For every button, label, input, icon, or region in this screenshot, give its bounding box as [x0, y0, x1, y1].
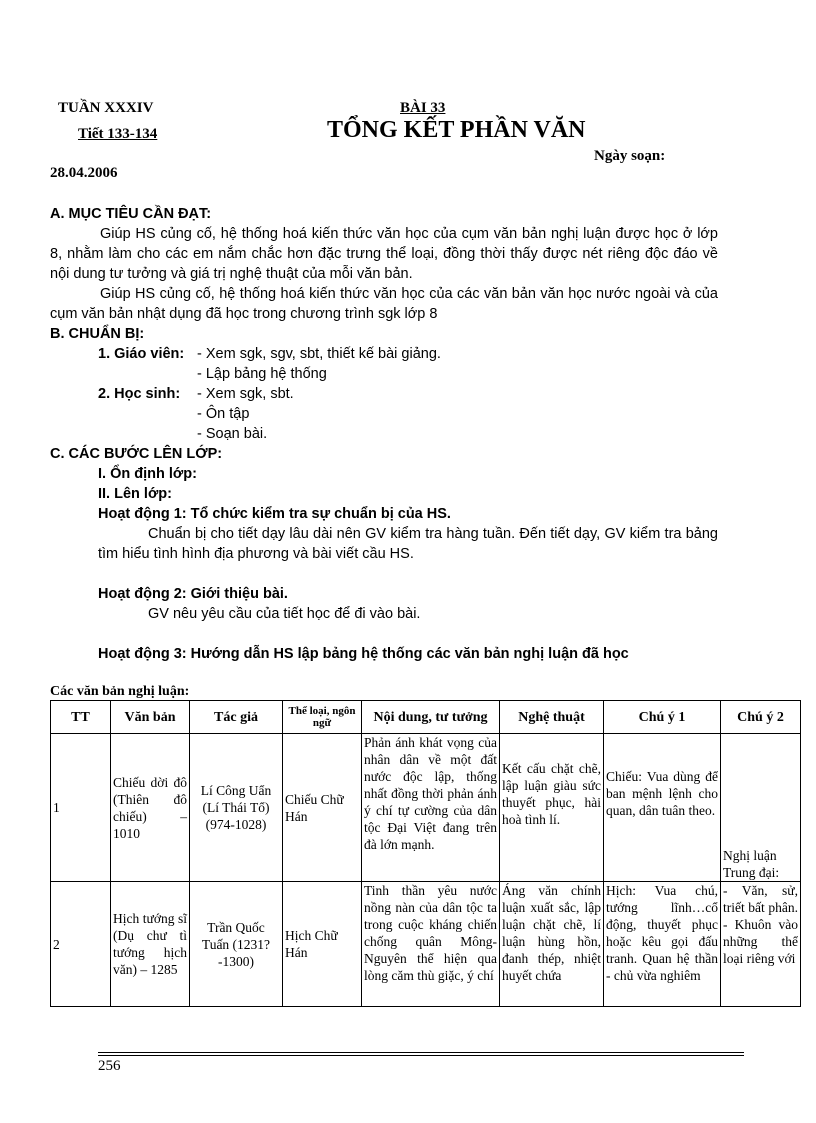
activity-2-text: GV nêu yêu cầu của tiết học để đi vào bài.: [148, 606, 421, 622]
week-label: TUẦN XXXIV: [58, 100, 154, 116]
footer-rule: [98, 1052, 744, 1053]
work-title: Chiếu dời đô (Thiên đô chiếu) – 1010: [111, 734, 190, 882]
activity-3-title: Hoạt động 3: Hướng dẫn HS lập bảng hệ thống các văn bản nghị luận đã học: [98, 646, 629, 662]
note-1: Chiếu: Vua dùng để ban mệnh lệnh cho quan, dân tuân theo.: [604, 734, 721, 882]
activity-2-title: Hoạt động 2: Giới thiệu bài.: [98, 586, 288, 602]
student-label: 2. Học sinh:: [98, 386, 181, 402]
section-a-para2: Giúp HS củng cố, hệ thống hoá kiến thức văn học của các văn bản văn học nước ngoài và của cụm văn bản nhật dụng đã học trong chương trình sgk lớp 8: [50, 286, 718, 322]
section-b-heading: B. CHUẨN BỊ:: [50, 326, 145, 342]
section-c-heading: C. CÁC BƯỚC LÊN LỚP:: [50, 446, 223, 462]
date-label: Ngày soạn:: [594, 148, 666, 164]
column-header: Nội dung, tư tưởng: [362, 701, 500, 734]
genre: Hịch Chữ Hán: [283, 882, 362, 1007]
step-1: I. Ổn định lớp:: [98, 466, 197, 482]
table-header-row: [51, 701, 801, 734]
author: Lí Công Uẩn (Lí Thái Tổ) (974-1028): [190, 734, 283, 882]
teacher-label: 1. Giáo viên:: [98, 346, 185, 362]
content: Tinh thần yêu nước nồng nàn của dân tộc ta trong cuộc kháng chiến chống quân Mông-Nguyên thể hiện qua lòng căm thù giặc, ý chí: [362, 882, 500, 1007]
table-caption: Các văn bản nghị luận:: [50, 684, 190, 699]
work-title: Hịch tướng sĩ (Dụ chư tì tướng hịch văn) – 1285: [111, 882, 190, 1007]
content: Phản ánh khát vọng của nhân dân về một đất nước độc lập, thống nhất đồng thời phản ánh ý chí tự cường của dân tộc Đại Việt đang trên đà lớn mạnh.: [362, 734, 500, 882]
period-label: Tiết 133-134: [78, 126, 158, 142]
note-1: Hịch: Vua chú, tướng lĩnh…cổ động, thuyết phục hoặc kêu gọi đấu tranh. Quan hệ thần - chủ vừa nghiêm: [604, 882, 721, 1007]
teacher-item: - Xem sgk, sgv, sbt, thiết kế bài giảng.: [197, 346, 441, 362]
column-header: Nghệ thuật: [500, 701, 604, 734]
column-header: Tác giả: [190, 701, 283, 734]
essay-summary-table: [50, 700, 801, 1007]
section-a-para1: Giúp HS củng cố, hệ thống hoá kiến thức văn học của cụm văn bản nghị luận được học ở lớp 8, nhằm làm cho các em nắm chắc hơn đặc trưng thể loại, đồng thời thấy được nét riêng độc đáo về nội dung tư tưởng và giá trị nghệ thuật của mỗi văn bản.: [50, 226, 718, 282]
column-header: Chú ý 1: [604, 701, 721, 734]
note-2: - Văn, sử, triết bất phân. - Khuôn vào những thể loại riêng với: [721, 882, 801, 1007]
activity-1-title: Hoạt động 1: Tổ chức kiểm tra sự chuẩn bị của HS.: [98, 506, 451, 522]
column-header: Thể loại, ngôn ngữ: [283, 701, 362, 734]
row-number: 2: [51, 882, 111, 1007]
student-item: - Xem sgk, sbt.: [197, 386, 294, 402]
column-header: TT: [51, 701, 111, 734]
art: Áng văn chính luận xuất sắc, lập luận chặt chẽ, lí luận hùng hồn, đanh thép, nhiệt huyết chứa: [500, 882, 604, 1007]
page-number: 256: [98, 1058, 121, 1074]
table-row: [51, 882, 801, 1007]
student-item: - Soạn bài.: [197, 426, 268, 442]
activity-1-text: Chuẩn bị cho tiết dạy lâu dài nên GV kiểm tra hàng tuần. Đến tiết dạy, GV kiểm tra bảng tìm hiểu tình hình địa phương và bài viết cầu HS.: [98, 526, 718, 562]
author: Trần Quốc Tuấn (1231?-1300): [190, 882, 283, 1007]
genre: Chiếu Chữ Hán: [283, 734, 362, 882]
teacher-item: - Lập bảng hệ thống: [197, 366, 327, 382]
step-2: II. Lên lớp:: [98, 486, 172, 502]
section-a-heading: A. MỤC TIÊU CẦN ĐẠT:: [50, 206, 212, 222]
table-row: [51, 734, 801, 882]
lesson-label: BÀI 33: [400, 100, 446, 116]
footer-rule: [98, 1055, 744, 1056]
date-value: 28.04.2006: [50, 165, 118, 181]
row-number: 1: [51, 734, 111, 882]
note-2: Nghị luận Trung đại:: [721, 734, 801, 882]
column-header: Chú ý 2: [721, 701, 801, 734]
page-title: TỔNG KẾT PHẦN VĂN: [327, 117, 586, 143]
art: Kết cấu chặt chẽ, lập luận giàu sức thuyết phục, hài hoà tình lí.: [500, 734, 604, 882]
column-header: Văn bản: [111, 701, 190, 734]
student-item: - Ôn tập: [197, 406, 250, 422]
